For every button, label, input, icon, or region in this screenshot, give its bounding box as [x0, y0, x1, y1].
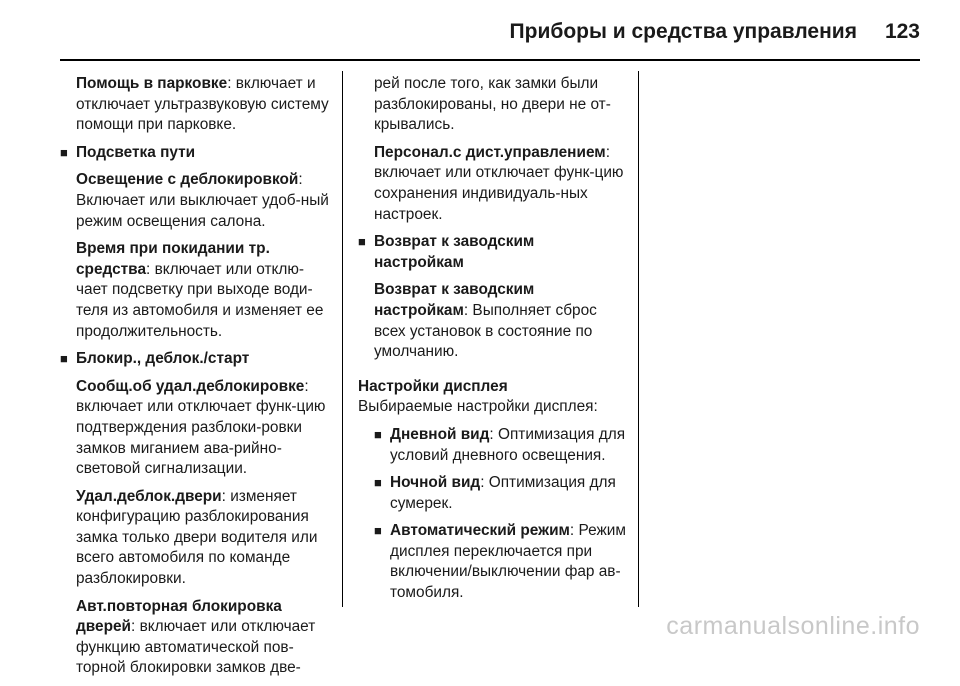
remote-unlock-feedback-term: Сообщ.об удал.деблокировке	[76, 377, 305, 395]
display-settings-intro: Выбираемые настройки дисплея:	[358, 398, 598, 416]
remote-door-unlock-paragraph	[60, 487, 335, 590]
exit-lighting-desc: : включает или отклю-чает подсветку при выходе води-теля из автомобиля и изменяет ее продолжительность.	[76, 260, 324, 340]
auto-relock-term: Авт.повторная блокировка дверей	[76, 597, 282, 636]
column-divider-1	[342, 71, 343, 607]
factory-reset-term: Возврат к заводским настройкам	[374, 281, 535, 319]
column-middle	[358, 74, 628, 611]
path-lighting-heading: Подсветка пути	[76, 143, 196, 161]
display-item-text	[390, 521, 628, 603]
exit-lighting-paragraph	[60, 239, 335, 342]
page-title: Приборы и средства управления	[509, 20, 857, 43]
page-number: 123	[884, 20, 920, 43]
display-item	[374, 425, 628, 466]
bullet-square-icon: ■	[374, 475, 382, 491]
page-header	[60, 14, 920, 50]
continued-text: рей после того, как замки были разблокированы, но двери не от-крывались.	[374, 75, 611, 134]
bullet-square-icon: ■	[374, 426, 382, 442]
unlock-lighting-term: Освещение с деблокировкой	[76, 171, 299, 189]
display-item-text	[390, 473, 628, 514]
remote-unlock-feedback-desc: : включает или отключает функ-цию подтверждения разблоки-ровки замков миганием ава-рийно-световой сигнализации.	[76, 377, 326, 478]
auto-mode-term: Автоматический режим	[390, 522, 570, 540]
night-mode-desc: : Оптимизация для сумерек.	[390, 474, 616, 512]
parking-assist-paragraph	[60, 74, 335, 136]
watermark: carmanualsonline.info	[666, 612, 920, 640]
remote-door-unlock-term: Удал.деблок.двери	[76, 487, 222, 505]
parking-assist-desc: : включает и отключает ультразвуковую систему помощи при парковке.	[76, 75, 329, 134]
display-settings-heading: Настройки дисплея	[358, 377, 508, 395]
unlock-lighting-desc: : Включает или выключает удоб-ный режим освещения салона.	[76, 171, 329, 230]
bullet-square-icon: ■	[358, 234, 366, 250]
day-mode-term: Дневной вид	[390, 425, 490, 443]
column-divider-2	[638, 71, 639, 607]
parking-assist-term: Помощь в парковке	[76, 75, 228, 92]
night-mode-term: Ночной вид	[390, 474, 481, 492]
factory-reset-paragraph	[358, 280, 628, 362]
factory-reset-desc: : Выполняет сброс всех установок в состояние по умолчанию.	[374, 301, 597, 361]
display-item-text	[390, 425, 628, 466]
display-item	[374, 473, 628, 514]
auto-relock-desc: : включает или отключает функцию автоматической пов-торной блокировки замков две-	[76, 618, 316, 677]
display-item	[374, 521, 628, 603]
header-rule	[60, 59, 920, 61]
bullet-factory-reset	[358, 232, 628, 273]
personalization-desc: : включает или отключает функ-цию сохранения индивидуаль-ных настроек.	[374, 143, 624, 223]
auto-relock-paragraph	[60, 597, 335, 679]
bullet-path-lighting	[60, 143, 335, 164]
bullet-locking	[60, 349, 335, 370]
remote-unlock-feedback-paragraph	[60, 377, 335, 480]
unlock-lighting-paragraph	[60, 170, 335, 232]
factory-reset-heading: Возврат к заводским настройкам	[374, 233, 535, 271]
day-mode-desc: : Оптимизация для условий дневного освещения.	[390, 425, 626, 464]
bullet-square-icon: ■	[60, 144, 68, 160]
auto-mode-desc: : Режим дисплея переключается при включении/выключении фар ав-томобиля.	[390, 522, 626, 602]
locking-heading: Блокир., деблок./старт	[76, 350, 250, 368]
personalization-paragraph	[358, 143, 628, 225]
remote-door-unlock-desc: : изменяет конфигурацию разблокирования замка только двери водителя или всего автомобиля по команде разблокировки.	[76, 487, 318, 588]
column-left	[60, 74, 335, 686]
bullet-square-icon: ■	[60, 351, 68, 367]
exit-lighting-term: Время при покидании тр. средства	[76, 240, 270, 278]
personalization-term: Персонал.с дист.управлением	[374, 143, 606, 161]
bullet-square-icon: ■	[374, 523, 382, 539]
